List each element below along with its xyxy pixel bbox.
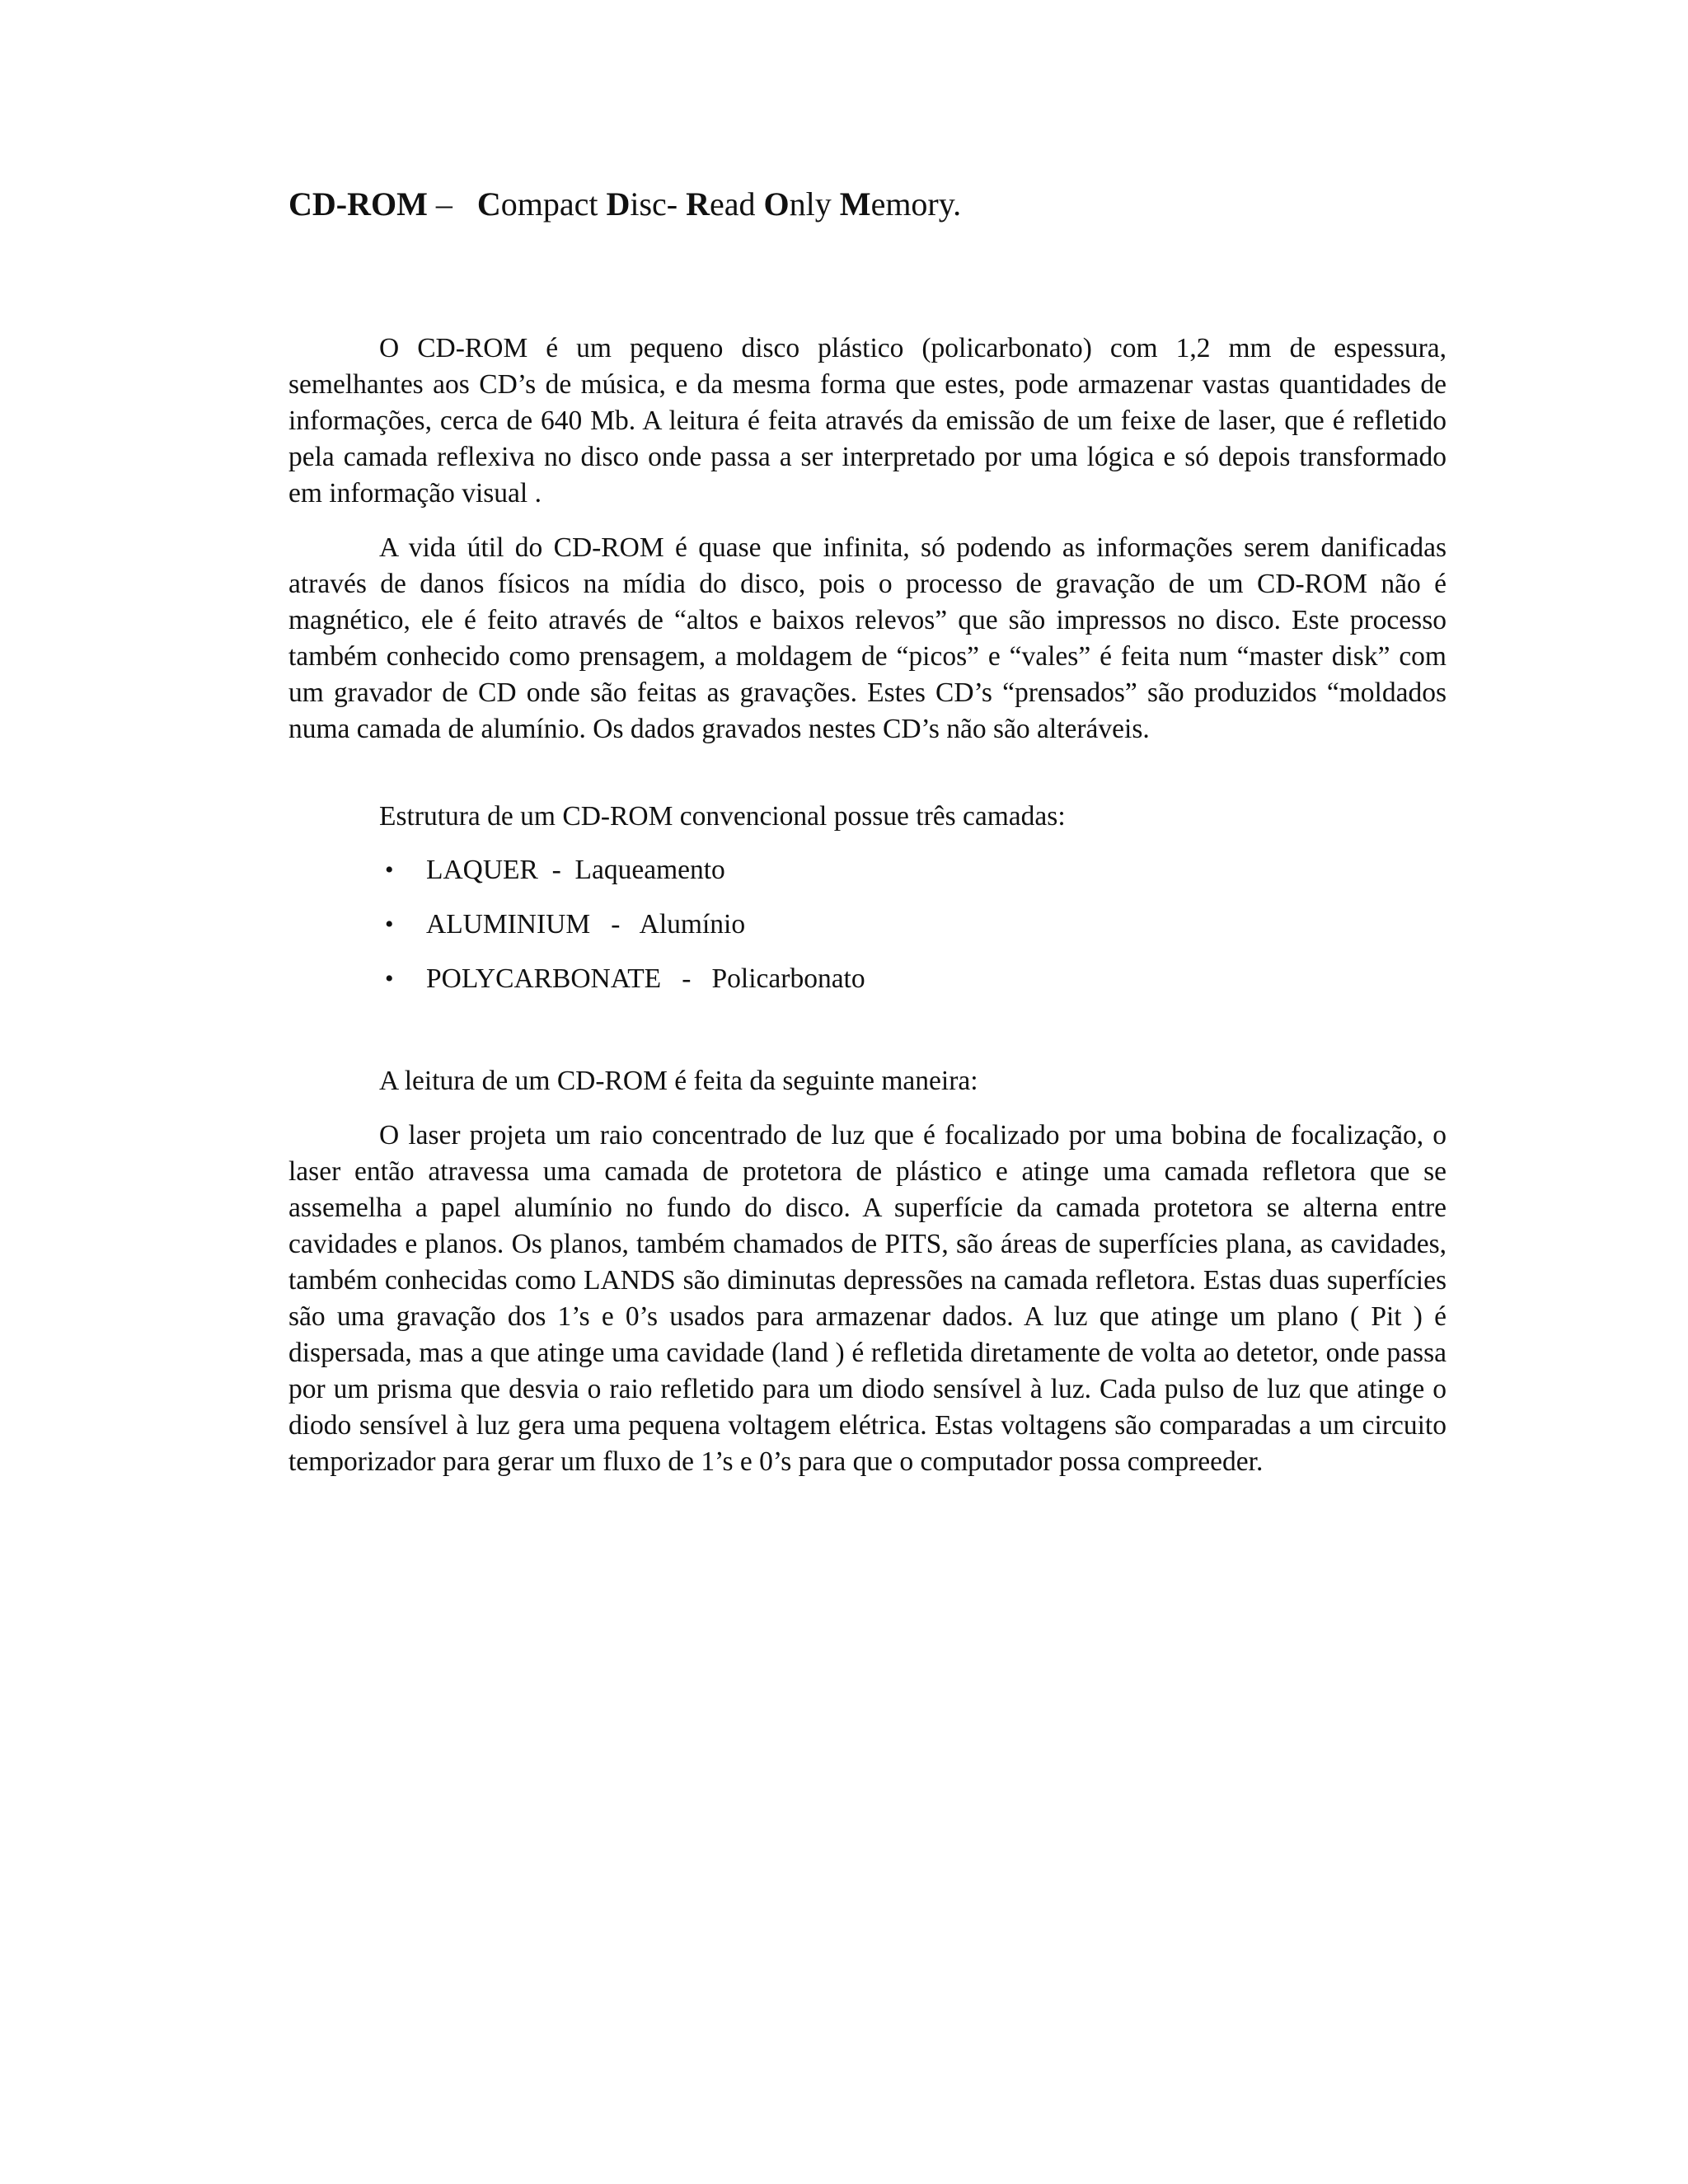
layers-list bbox=[288, 852, 1442, 1015]
paragraph-reading-process: O laser projeta um raio concentrado de luz que é focalizado por uma bobina de focalização, o laser então atravessa uma camada de protetora de plástico e atinge uma camada refletora que se assemelha a papel alumínio no fundo do disco. A superfície da camada protetora se alterna entre cavidades e planos. Os planos, também chamados de PITS, são áreas de superfícies plana, as cavidades, também conhecidas como LANDS são diminutas depressões na camada refletora. Estas duas superfícies são uma gravação dos 1’s e 0’s usados para armazenar dados. A luz que atinge um plano ( Pit ) é dispersada, mas a que atinge uma cavidade (land ) é refletida diretamente de volta ao detetor, onde passa por um prisma que desvia o raio refletido para um diodo sensível à luz. Cada pulso de luz que atinge o diodo sensível à luz gera uma pequena voltagem elétrica. Estas voltagens são comparadas a um circuito temporizador para gerar um fluxo de 1’s e 0’s para que o computador possa compreeder. bbox=[288, 1120, 1447, 1477]
title-ead: ead bbox=[710, 185, 764, 223]
title-rom: -ROM bbox=[335, 185, 428, 223]
layer-label: ALUMINIUM - Alumínio bbox=[426, 909, 746, 940]
paragraph-structure: Estrutura de um CD-ROM convencional possue três camadas: bbox=[379, 801, 1066, 832]
title-cd: CD bbox=[288, 185, 336, 223]
document-title bbox=[288, 180, 1442, 229]
list-item bbox=[288, 907, 1442, 961]
title-nly: nly bbox=[789, 185, 840, 223]
title-letter-o: O bbox=[763, 185, 790, 223]
paragraph-introduction: O CD-ROM é um pequeno disco plástico (policarbonato) com 1,2 mm de espessura, semelhantes aos CD’s de música, e da mesma forma que estes, pode armazenar vastas quantidades de informações, cerca de 640 Mb. A leitura é feita através da emissão de um feixe de laser, que é refletido pela camada reflexiva no disco onde passa a ser interpretado por uma lógica e só depois transformado em informação visual . bbox=[288, 333, 1447, 509]
title-letter-m: M bbox=[839, 185, 871, 223]
bullet-icon: • bbox=[385, 856, 394, 883]
list-item bbox=[288, 961, 1442, 1015]
title-dash: – bbox=[427, 185, 461, 223]
title-letter-c: C bbox=[476, 185, 501, 223]
layer-label: POLYCARBONATE - Policarbonato bbox=[426, 963, 865, 994]
title-ompact: ompact bbox=[500, 185, 607, 223]
bullet-icon: • bbox=[385, 965, 394, 992]
title-isc: isc- bbox=[630, 185, 687, 223]
layer-label: LAQUER - Laqueamento bbox=[426, 855, 725, 885]
title-letter-d: D bbox=[606, 185, 631, 223]
title-letter-r: R bbox=[686, 185, 710, 223]
list-item bbox=[288, 852, 1442, 907]
paragraph-lifespan: A vida útil do CD-ROM é quase que infinita, só podendo as informações serem danificadas através de danos físicos na mídia do disco, pois o processo de gravação de um CD-ROM não é magnético, ele é feito através de “altos e baixos relevos” que são impressos no disco. Este processo também conhecido como prensagem, a moldagem de “picos” e “vales” é feita num “master disk” com um gravador de CD onde são feitas as gravações. Estes CD’s “prensados” são produzidos “moldados numa camada de alumínio. Os dados gravados nestes CD’s não são alteráveis. bbox=[288, 532, 1447, 744]
title-emory: emory. bbox=[870, 185, 962, 223]
paragraph-reading-intro: A leitura de um CD-ROM é feita da seguinte maneira: bbox=[379, 1066, 978, 1096]
bullet-icon: • bbox=[385, 911, 394, 938]
